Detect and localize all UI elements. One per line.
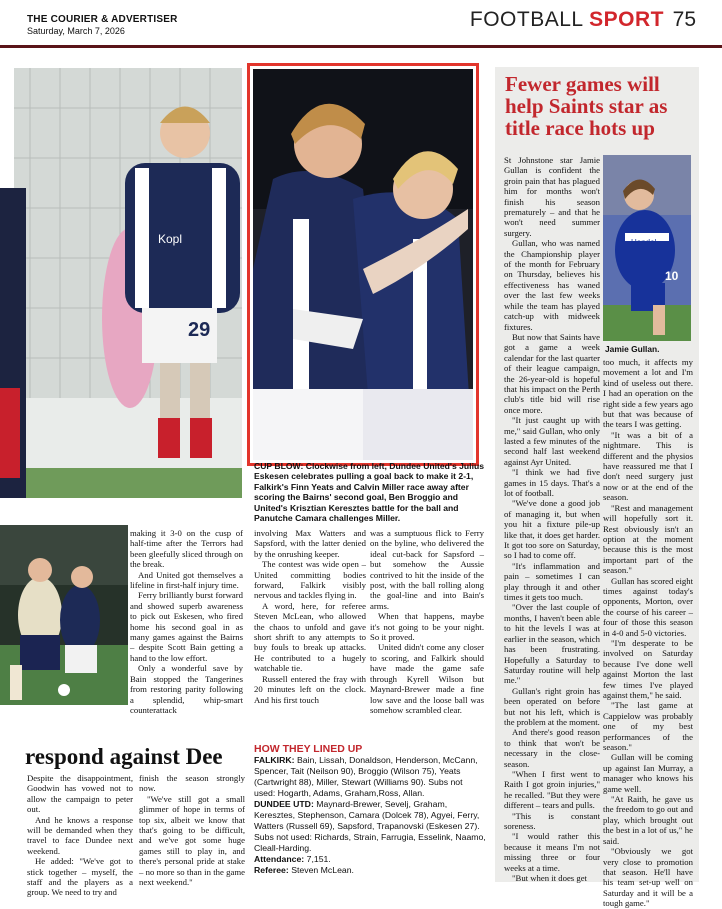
referee-label: Referee: [254, 865, 289, 875]
attendance [254, 854, 486, 865]
paragraph: "It was a bit of a nightmare. This is different and the physios have reassured me that I don't need surgery just now or at the end of the season. [603, 429, 693, 503]
paragraph: "I'm desperate to be involved on Saturday because I've done well against Morton the last few times I've played against them," he said. [603, 637, 693, 700]
sidebar-shirt-number: 10 [665, 269, 679, 283]
paragraph: "The last game at Cappielow was probably one of my best performances of the season." [603, 700, 693, 753]
paragraph: Gullan's right groin has been operated on before but not his left, which is the problem at the moment. [504, 685, 600, 727]
section-plain: FOOTBALL [469, 8, 583, 31]
paragraph: "It's inflammation and pain – sometimes I can play through it and other times it gets too much. [504, 560, 600, 603]
sidebar-column-1 [504, 155, 600, 883]
attendance-value: 7,151. [304, 854, 331, 864]
paragraph: And there's good reason to think that won't be necessary in the close-season. [504, 727, 600, 769]
publication-name: THE COURIER & ADVERTISER [27, 14, 178, 25]
team-name: FALKIRK: [254, 755, 295, 765]
paragraph: too much, it affects my movement a lot and I'm kind of useless out there. I had an operation on the right side a few years ago but that was because of the tears I was getting. [603, 357, 693, 430]
sidebar-column-2 [603, 357, 693, 909]
paragraph: "At Raith, he gave us the freedom to go out and play, which brought out the best in a lot of us," he said. [603, 794, 693, 846]
paragraph: And he knows a response will be demanded when they travel to face Dundee next weekend. [27, 814, 133, 856]
paragraph: "When I first went to Raith I got groin injuries," he recalled. "But they were different – tears and pulls. [504, 768, 600, 811]
referee [254, 865, 486, 876]
paragraph: "It just caught up with me," said Gullan, who only lasted a few minutes of the second half last weekend against Ayr United. [504, 415, 600, 467]
paragraph: "Over the last couple of months, I haven't been able to hit the levels I was at earlier in the season, which has been frustrating. Hopefully a Saturday to Saturday routine will help me." [504, 602, 600, 686]
article-column-2 [254, 528, 366, 705]
paragraph: "But when it does get [512, 873, 587, 884]
paragraph: A word, here, for referee Steven McLean, who allowed the chaos to unfold and gave short shrift to any attempts to buy fouls to break up attacks. He contributed to a hugely watchable tie. [254, 600, 366, 674]
paragraph: Russell entered the fray with 20 minutes left on the clock. And his first touch [254, 673, 366, 705]
lineup-heading: HOW THEY LINED UP [254, 743, 363, 755]
paragraph: "I would rather this because it means I'm not missing three or four weeks at a time. [504, 831, 600, 873]
lineup-box [254, 755, 486, 876]
paragraph: The contest was wide open – United committing bodies forward, Falkirk visibly nervous and tackles flying in. [254, 559, 366, 601]
paragraph: Gullan will be coming up against Ian Murray, a manager who knows his game well. [603, 752, 693, 794]
referee-value: Steven McLean. [288, 865, 354, 875]
paragraph: Only a wonderful save by Bain stopped the Tangerines from restoring parity following a splendid, whip-smart counterattack [130, 663, 243, 715]
photo-broggio-keresztes [0, 525, 128, 705]
publication-date: Saturday, March 7, 2026 [27, 26, 125, 36]
paragraph: "Rest and management will hopefully sort it. Rest obviously isn't an option at the moment because this is the most important part of the season." [603, 502, 693, 576]
photo-jamie-gullan [603, 155, 691, 341]
paragraph: involving Max Watters and Sapsford, with the latter denied by the onrushing keeper. [254, 528, 366, 559]
caption-text: Clockwise from left, Dundee United's Julius Eskesen celebrates pulling a goal back to make it 2-1, Falkirk's Finn Yeats and Calvin Miller race away after scoring the Bairns' second goal, Ben Broggio and United's Krisztian Keresztes battle for the ball and Panutche Camara challenges Miller. [254, 461, 484, 524]
page-header [0, 0, 722, 48]
feature-photo-frame [247, 63, 479, 466]
paragraph: "We've still got a small glimmer of hope in terms of top six, albeit we know that that's going to be difficult, and we've got some huge games still to play in, and there's personal pride at stake – no more so than in the game next weekend." [139, 793, 245, 888]
paragraph: "I think we had five games in 15 days. That's a lot of football. [504, 467, 600, 498]
paragraph: Ferry brilliantly burst forward and showed superb awareness to pick out Eskesen, who fired home his second goal in as many games against the Bairns – despite Scott Bain getting a hand to the low effort. [130, 590, 243, 663]
paragraph: He added: "We've got to stick together – myself, the staff and the players as a group. We need to try and [27, 856, 133, 898]
bottom-column-2 [139, 773, 245, 887]
team-players: Maynard-Brewer, Sevelj, Graham, Keresztes, Stephenson, Camara (Dolcek 78), Agyei, Ferry, Watters (Russell 69), Sapsford, Trapanovski (Eskesen 27). Subs not used: Richards, Strain, Farrugia, Esselink, Naamo, Cleall-Harding. [254, 799, 486, 853]
paragraph: And United got themselves a lifeline in first-half injury time. [130, 569, 243, 591]
paragraph: When that happens, maybe it's not going to be your night. So it proved. [370, 611, 484, 643]
paragraph: "Obviously we got very close to promotion that season. He'll have his team set-up well on Saturday and it will be a tough game." [603, 846, 693, 909]
article-column-1 [130, 528, 243, 715]
sidebar-photo-caption: Jamie Gullan. [605, 344, 660, 354]
paragraph: "This is constant soreness. [504, 810, 600, 831]
team-name: DUNDEE UTD: [254, 799, 314, 809]
paragraph: making it 3-0 on the cusp of half-time after the Terrors had been gleefully sliced through on the break. [130, 528, 243, 570]
team-players: Bain, Lissah, Donaldson, Henderson, McCann, Spencer, Tait (Neilson 90), Broggio (Wilson 75), Yeats (Cartwright 88), Miller, Stewart (Williams 90). Subs not used: Hogarth, Adams, Graham,Ross, Allan. [254, 755, 478, 798]
sidebar-headline: Fewer games will help Saints star as title race hots up [505, 72, 668, 140]
header-rule [0, 45, 722, 48]
lineup-falkirk [254, 755, 486, 799]
bottom-headline: respond against Dee [25, 744, 223, 769]
paragraph: United didn't come any closer to scoring, and Falkirk should have made the game safe through Kyrell Wilson but Maynard-Brewer made a fine low save and the loose ball was somehow scrambled clear. [370, 642, 484, 715]
paragraph: Gullan, who was named the Championship player of the month for February on Thursday, believes his effectiveness has waned over the last few weeks while the team has played catch-up with midweek fixtures. [504, 238, 600, 332]
main-photo-caption [254, 461, 484, 523]
shirt-number: 29 [188, 319, 211, 341]
article-column-3 [370, 528, 484, 715]
bottom-column-1 [27, 773, 133, 898]
sidebar-shirt-sponsor: Handel [631, 238, 657, 247]
paragraph: But now that Saints have got a game a week calendar for the last quarter of their league campaign, the 26-year-old is hopeful that his impact on the Perth club's title bid will rise once more. [504, 331, 600, 415]
paragraph: finish the season strongly now. [139, 773, 245, 794]
paragraph: Despite the disappointment, Goodwin has vowed not to allow the campaign to peter out. [27, 773, 133, 815]
paragraph: "We've done a good job of managing it, but when you hit a fixture pile-up like that, it does get harder. It got too sore on Saturday, so I had to come off. [504, 498, 600, 561]
section-title [470, 8, 664, 32]
paragraph: was a sumptuous flick to Ferry on the byline, who delivered the ideal cut-back for Sapsford – but somehow the Aussie contrived to hit the inside of the post, with the ball rolling along the goal-line and into Bain's arms. [370, 528, 484, 611]
paragraph: St Johnstone star Jamie Gullan is confident the groin pain that has plagued him for months won't finish his season prematurely – and that he won't need summer surgery. [504, 155, 600, 238]
caption-lead: CUP BLOW: [254, 461, 304, 471]
lineup-dundee-utd [254, 799, 486, 854]
shirt-sponsor: Kopl [158, 232, 183, 246]
photo-yeats-miller-celebration [0, 68, 242, 498]
attendance-label: Attendance: [254, 854, 305, 864]
page-number: 75 [672, 8, 696, 31]
paragraph: Gullan has scored eight times against today's opponents, Morton, over the course of his career – four of those this season in 4-0 and 5-0 victories. [603, 575, 693, 638]
section-bold: SPORT [589, 8, 664, 31]
